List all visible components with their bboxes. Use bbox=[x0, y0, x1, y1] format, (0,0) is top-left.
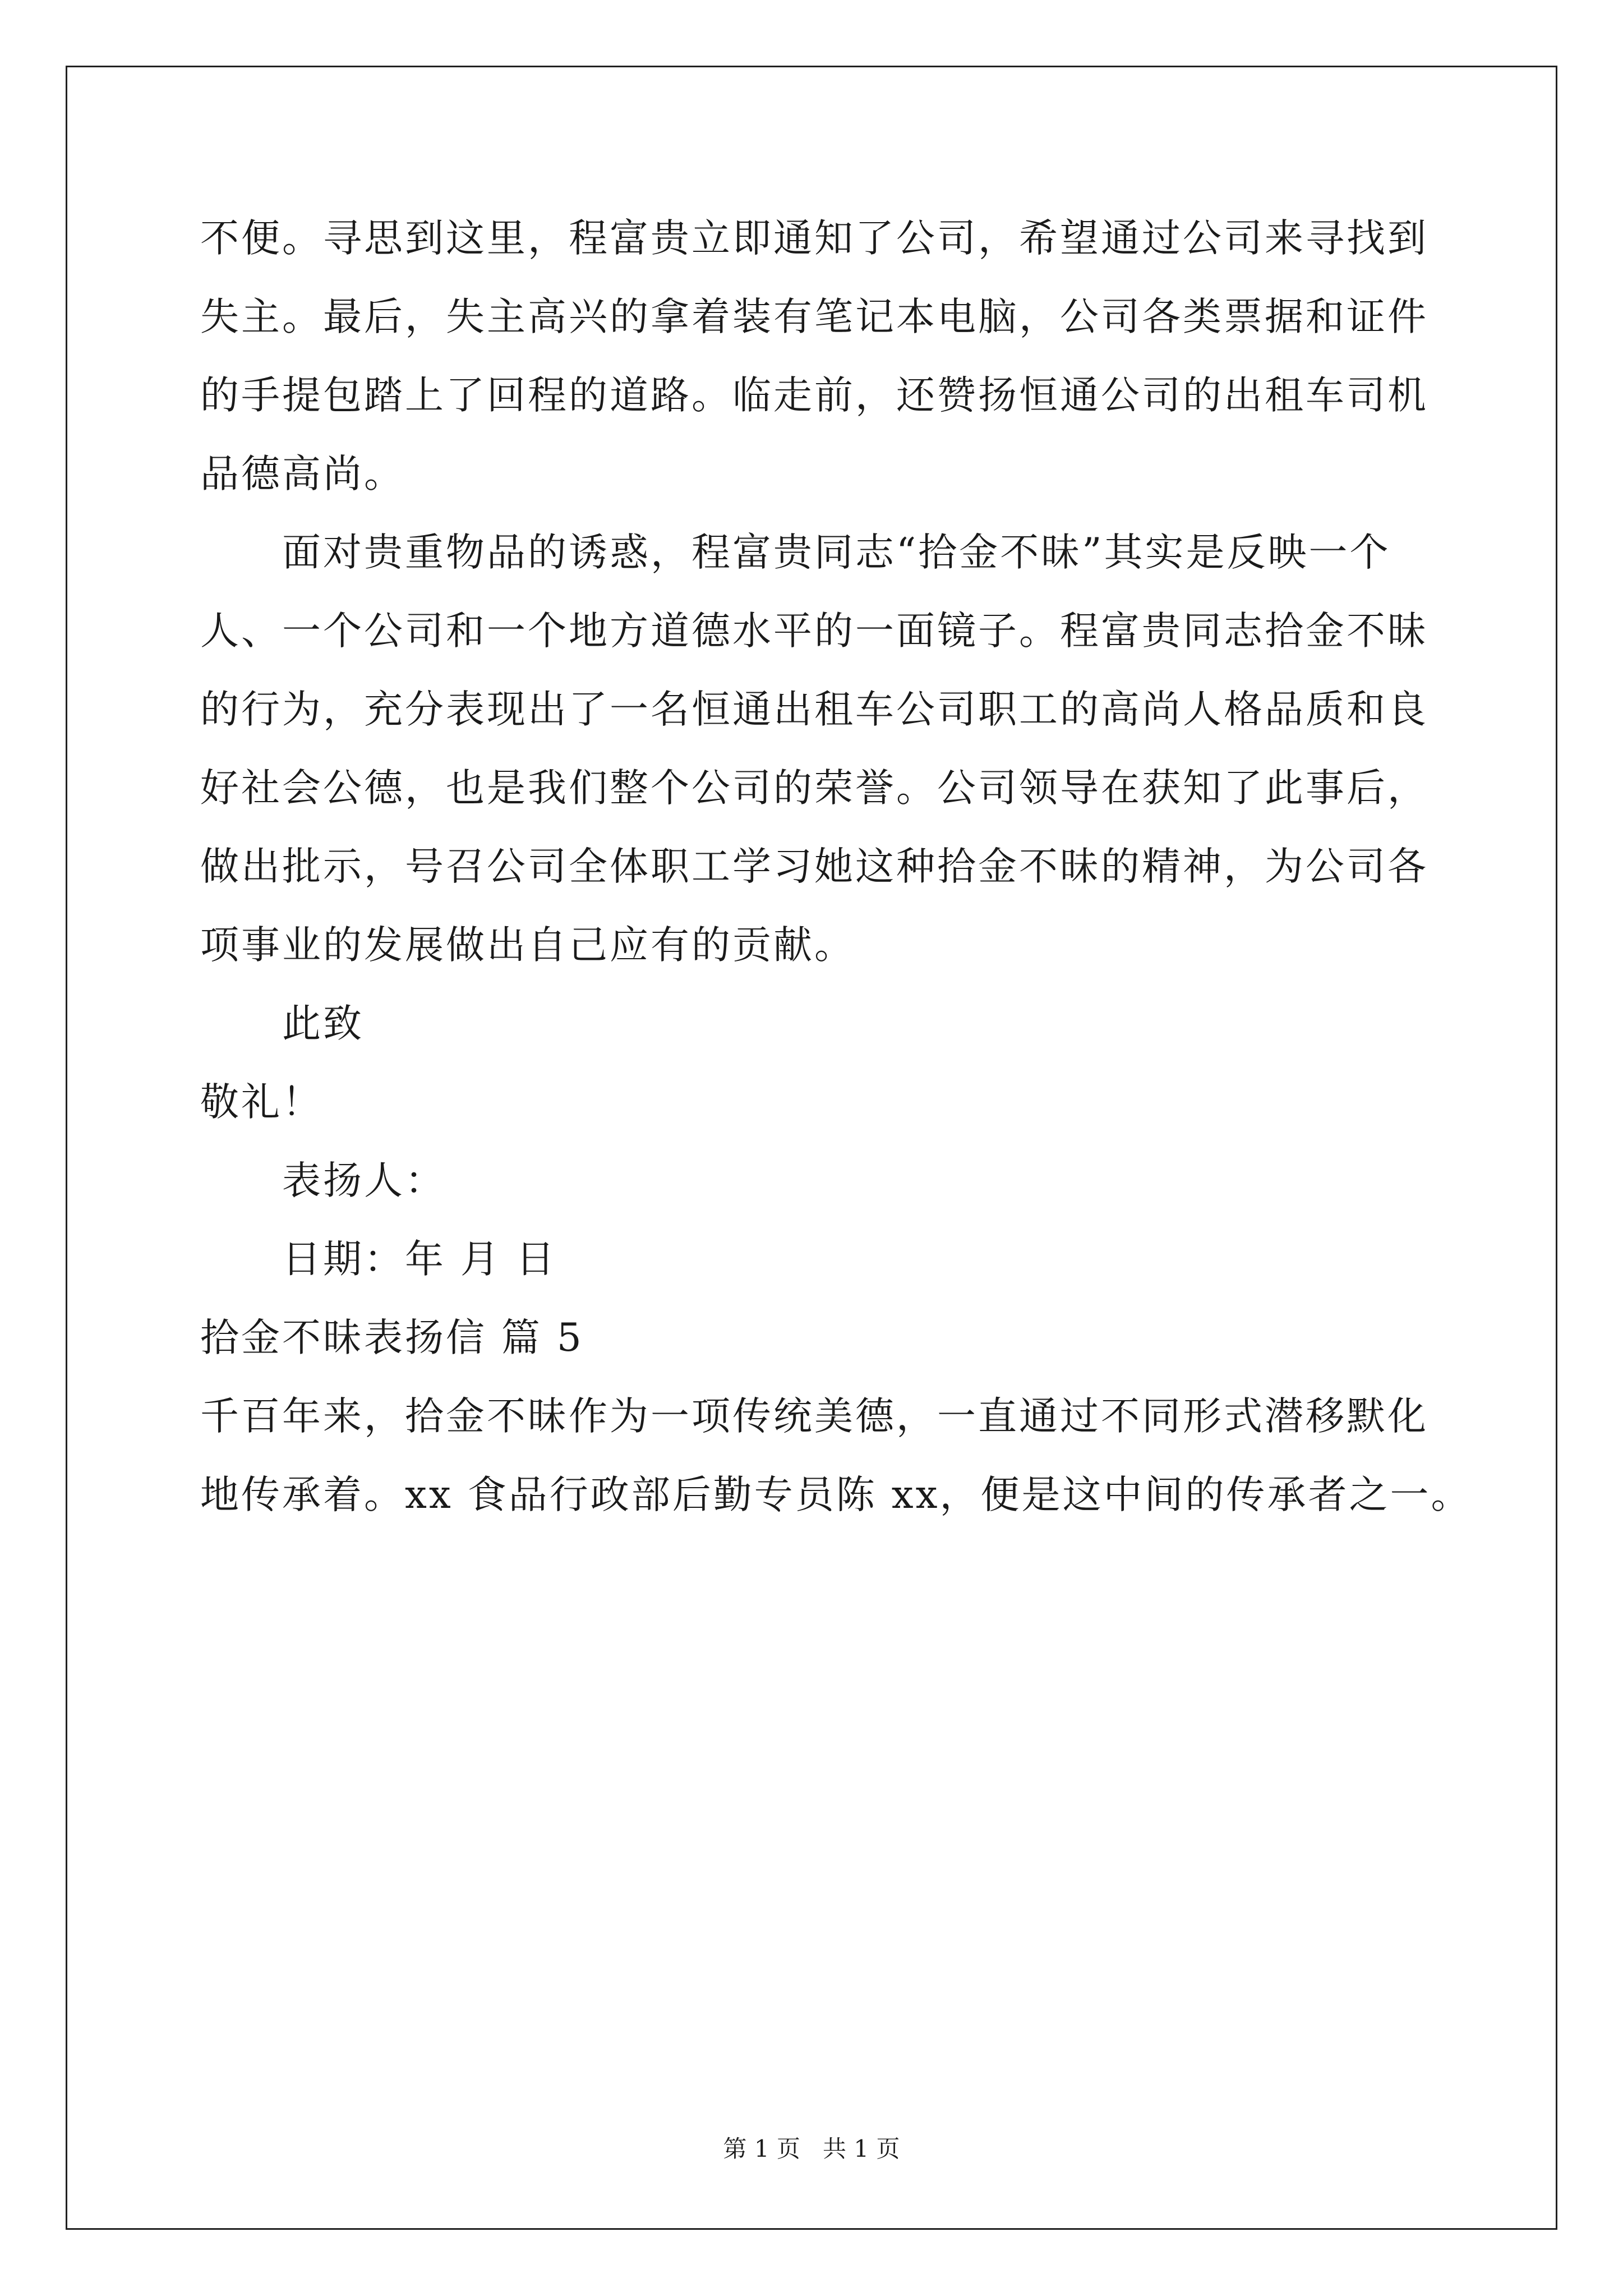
paragraph-line: 的手提包踏上了回程的道路。临走前，还赞扬恒通公司的出租车司机 bbox=[200, 373, 1428, 418]
paragraph-line: 不便。寻思到这里，程富贵立即通知了公司，希望通过公司来寻找到 bbox=[200, 216, 1428, 261]
salute-text: 敬礼！ bbox=[200, 1080, 323, 1125]
paragraph-line: 的行为，充分表现出了一名恒通出租车公司职工的高尚人格品质和良 bbox=[200, 687, 1428, 732]
signer-label: 表扬人： bbox=[282, 1158, 446, 1203]
paragraph-line: 面对贵重物品的诱惑，程富贵同志“拾金不昧”其实是反映一个 bbox=[282, 530, 1391, 575]
page-number-footer: 第 1 页 共 1 页 bbox=[723, 2135, 900, 2162]
paragraph-line: 做出批示，号召公司全体职工学习她这种拾金不昧的精神，为公司各 bbox=[200, 844, 1428, 889]
paragraph-line: 品德高尚。 bbox=[200, 452, 405, 496]
paragraph-line: 项事业的发展做出自己应有的贡献。 bbox=[200, 923, 855, 968]
closing-text: 此致 bbox=[282, 1001, 364, 1046]
paragraph-line: 失主。最后，失主高兴的拿着装有笔记本电脑，公司各类票据和证件 bbox=[200, 295, 1428, 339]
paragraph-line: 千百年来，拾金不昧作为一项传统美德，一直通过不同形式潜移默化 bbox=[200, 1394, 1428, 1439]
paragraph-line: 人、一个公司和一个地方道德水平的一面镜子。程富贵同志拾金不昧 bbox=[200, 609, 1428, 654]
paragraph-line: 地传承着。xx 食品行政部后勤专员陈 xx，便是这中间的传承者之一。 bbox=[200, 1473, 1472, 1517]
section-title: 拾金不昧表扬信 篇 5 bbox=[200, 1315, 584, 1360]
paragraph-line: 好社会公德，也是我们整个公司的荣誉。公司领导在获知了此事后， bbox=[200, 766, 1428, 811]
date-label: 日期：年 月 日 bbox=[282, 1237, 557, 1282]
